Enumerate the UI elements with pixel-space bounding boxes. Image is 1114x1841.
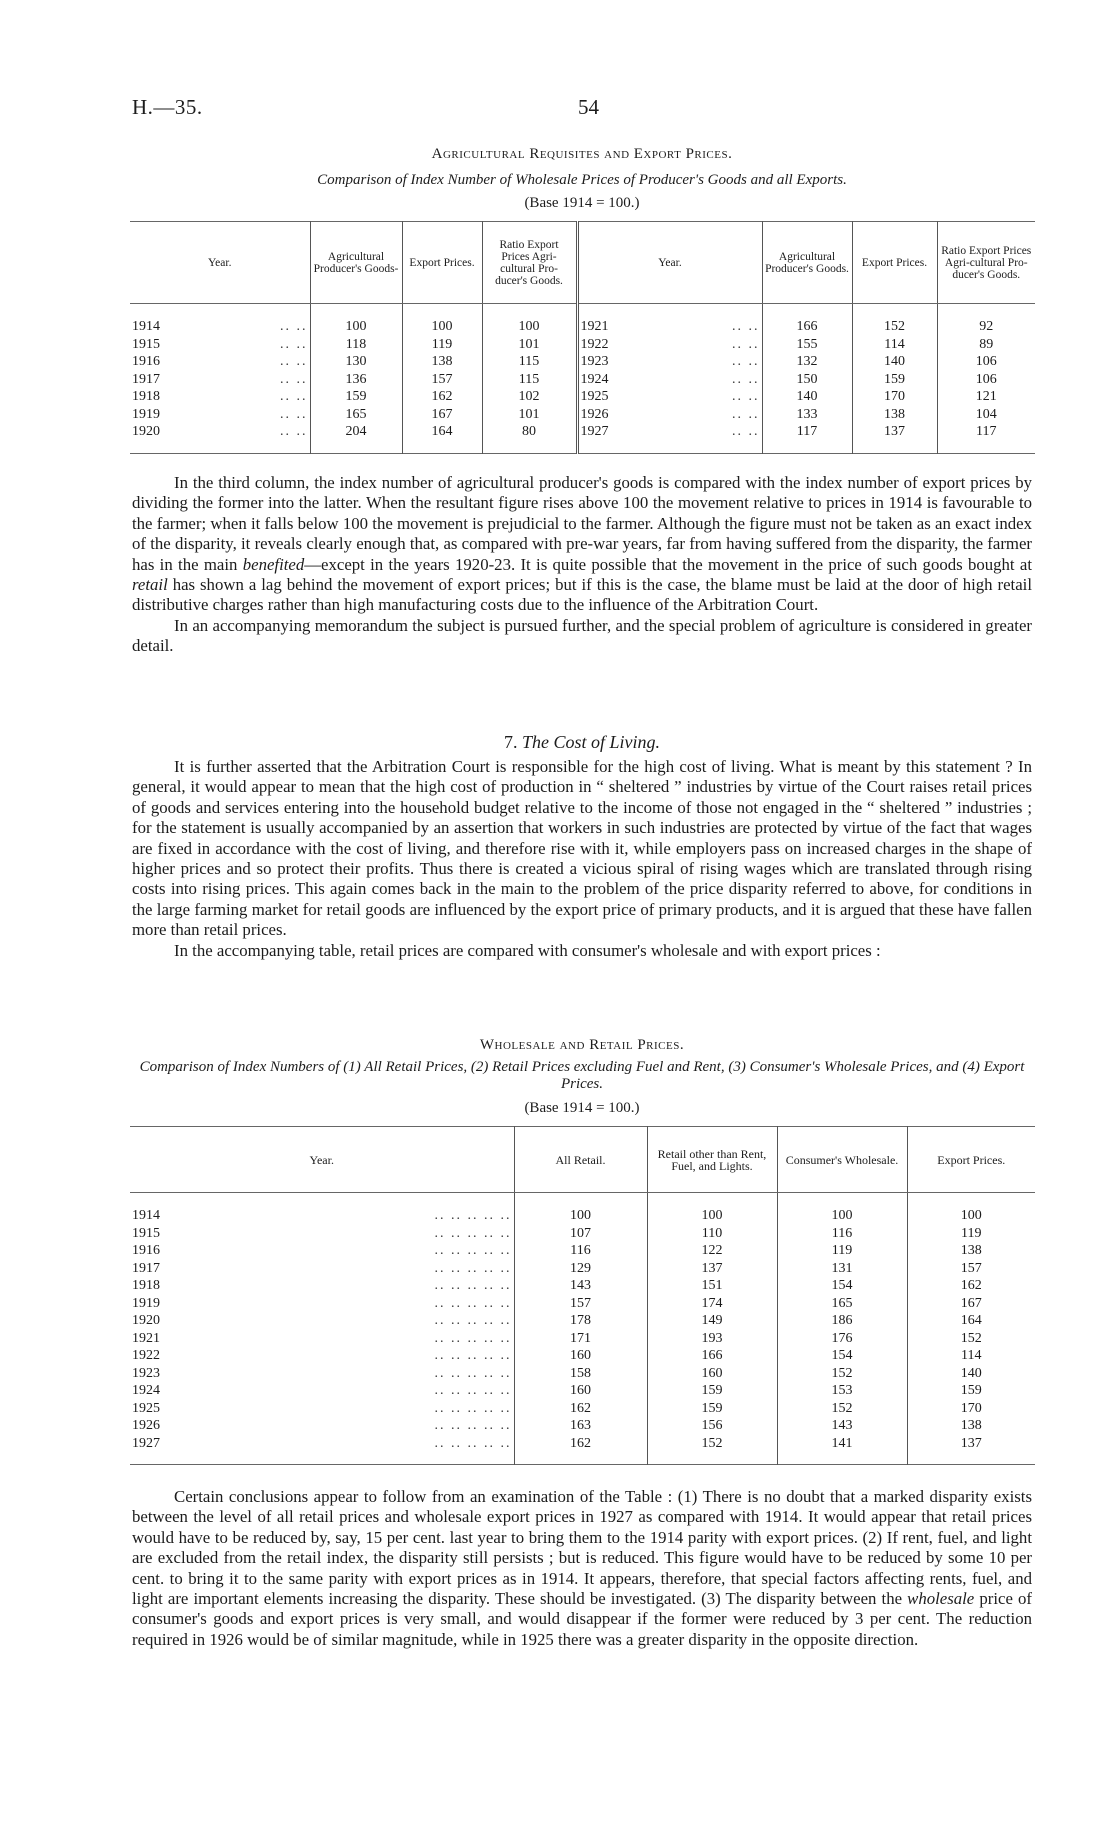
cell-consumers-wholesale: 153 xyxy=(777,1382,907,1400)
table-row xyxy=(130,388,1035,406)
col-ratio: Ratio Export Prices Agri-cultural Pro-ducer's Goods. xyxy=(482,222,577,304)
table-row xyxy=(130,371,1035,389)
table1-title: Agricultural Requisites and Export Prices. xyxy=(431,146,733,162)
cell-year: 1922 .. .. .. .. .. xyxy=(132,1348,512,1363)
cell-year: 1926 .. .. .. .. .. xyxy=(132,1418,512,1433)
col-export-prices: Export Prices. xyxy=(402,222,482,304)
cell-ratio: 106 xyxy=(937,353,1035,371)
cell-year: 1915 .. .. .. .. .. xyxy=(132,1225,512,1241)
cell-all-retail: 162 xyxy=(514,1435,647,1465)
cell-export: 157 xyxy=(402,371,482,389)
col-year: Year. xyxy=(130,222,310,304)
cell-year: 1919 .. .. .. .. .. xyxy=(132,1295,512,1311)
cell-export: 170 xyxy=(852,388,937,406)
table-row xyxy=(130,1277,1035,1295)
cell-export: 152 xyxy=(852,304,937,336)
cell-agri: 136 xyxy=(310,371,402,389)
cell-export: 164 xyxy=(402,423,482,453)
cell-agri: 130 xyxy=(310,353,402,371)
table-row xyxy=(130,1260,1035,1278)
table-row xyxy=(130,1295,1035,1313)
cell-export: 164 xyxy=(907,1312,1035,1330)
cell-agri: 118 xyxy=(310,336,402,354)
cell-all-retail: 160 xyxy=(514,1347,647,1365)
cell-year: 1921 .. .. .. .. .. xyxy=(132,1330,512,1346)
cell-retail-other: 137 xyxy=(647,1260,777,1278)
cell-export: 100 xyxy=(402,304,482,336)
cell-year: 1924 .. .. xyxy=(577,371,762,389)
cell-agri: 204 xyxy=(310,423,402,453)
cell-retail-other: 159 xyxy=(647,1382,777,1400)
cell-export: 114 xyxy=(852,336,937,354)
cell-agri: 117 xyxy=(762,423,852,453)
cell-export: 159 xyxy=(852,371,937,389)
cell-retail-other: 149 xyxy=(647,1312,777,1330)
table-row xyxy=(130,1417,1035,1435)
cell-year: 1916 .. .. .. .. .. xyxy=(132,1243,512,1258)
cell-year: 1923 .. .. xyxy=(577,353,762,371)
table-row xyxy=(130,336,1035,354)
col-all-retail: All Retail. xyxy=(514,1127,647,1193)
cell-agri: 140 xyxy=(762,388,852,406)
cell-export: 138 xyxy=(907,1242,1035,1260)
cell-export: 138 xyxy=(907,1417,1035,1435)
cell-year: 1915 .. .. xyxy=(132,336,308,352)
cell-agri: 165 xyxy=(310,406,402,424)
cell-all-retail: 100 xyxy=(514,1193,647,1225)
cell-year: 1914 .. .. xyxy=(132,319,308,334)
cell-consumers-wholesale: 165 xyxy=(777,1295,907,1313)
col-consumers-wholesale: Consumer's Wholesale. xyxy=(777,1127,907,1193)
cell-agri: 166 xyxy=(762,304,852,336)
cell-ratio: 89 xyxy=(937,336,1035,354)
cell-consumers-wholesale: 131 xyxy=(777,1260,907,1278)
cell-retail-other: 160 xyxy=(647,1365,777,1383)
cell-export: 140 xyxy=(852,353,937,371)
page-number: 54 xyxy=(578,95,599,119)
table-row xyxy=(130,1193,1035,1225)
cell-ratio: 121 xyxy=(937,388,1035,406)
cell-year: 1923 .. .. .. .. .. xyxy=(132,1365,512,1381)
cell-agri: 155 xyxy=(762,336,852,354)
table-row xyxy=(130,304,1035,336)
cell-consumers-wholesale: 116 xyxy=(777,1225,907,1243)
cell-year: 1921 .. .. xyxy=(577,304,762,336)
cell-ratio: 102 xyxy=(482,388,577,406)
cell-export: 162 xyxy=(907,1277,1035,1295)
cell-consumers-wholesale: 186 xyxy=(777,1312,907,1330)
table-row xyxy=(130,1400,1035,1418)
cell-export: 138 xyxy=(852,406,937,424)
col-year-right: Year. xyxy=(577,222,762,304)
cell-consumers-wholesale: 141 xyxy=(777,1435,907,1465)
table1-base: (Base 1914 = 100.) xyxy=(524,195,640,211)
cell-consumers-wholesale: 176 xyxy=(777,1330,907,1348)
cell-ratio: 106 xyxy=(937,371,1035,389)
cell-retail-other: 166 xyxy=(647,1347,777,1365)
col-agri-producers-goods-right: Agricultural Producer's Goods. xyxy=(762,222,852,304)
cell-ratio: 80 xyxy=(482,423,577,453)
agricultural-export-table xyxy=(130,221,1035,454)
cell-year: 1922 .. .. xyxy=(577,336,762,354)
cell-all-retail: 160 xyxy=(514,1382,647,1400)
cell-year: 1925 .. .. .. .. .. xyxy=(132,1400,512,1416)
cell-retail-other: 110 xyxy=(647,1225,777,1243)
table1-subtitle: Comparison of Index Number of Wholesale Prices of Producer's Goods and all Exports. xyxy=(317,172,847,188)
cell-ratio: 101 xyxy=(482,336,577,354)
cell-retail-other: 156 xyxy=(647,1417,777,1435)
table-row xyxy=(130,1225,1035,1243)
cell-consumers-wholesale: 152 xyxy=(777,1365,907,1383)
cell-retail-other: 152 xyxy=(647,1435,777,1465)
cell-all-retail: 171 xyxy=(514,1330,647,1348)
cell-year: 1920 .. .. xyxy=(132,424,308,439)
cell-ratio: 115 xyxy=(482,353,577,371)
table-row xyxy=(130,1312,1035,1330)
cell-consumers-wholesale: 119 xyxy=(777,1242,907,1260)
paragraph-memorandum: In an accompanying memorandum the subject is pursued further, and the special problem of agriculture is considered in greater detail. xyxy=(132,615,1032,656)
col-year: Year. xyxy=(130,1127,514,1193)
cell-export: 114 xyxy=(907,1347,1035,1365)
cell-agri: 159 xyxy=(310,388,402,406)
table-row xyxy=(130,353,1035,371)
section-heading-cost-of-living: 7. The Cost of Living. xyxy=(503,732,660,752)
table-row xyxy=(130,1347,1035,1365)
cell-consumers-wholesale: 100 xyxy=(777,1193,907,1225)
cell-year: 1917 .. .. xyxy=(132,371,308,387)
col-retail-other: Retail other than Rent, Fuel, and Lights. xyxy=(647,1127,777,1193)
cell-retail-other: 193 xyxy=(647,1330,777,1348)
cell-export: 137 xyxy=(907,1435,1035,1465)
col-export-prices: Export Prices. xyxy=(907,1127,1035,1193)
page-reference: H.—35. xyxy=(132,95,203,119)
cell-export: 170 xyxy=(907,1400,1035,1418)
cell-ratio: 115 xyxy=(482,371,577,389)
cell-year: 1924 .. .. .. .. .. xyxy=(132,1383,512,1398)
cell-consumers-wholesale: 152 xyxy=(777,1400,907,1418)
cell-all-retail: 116 xyxy=(514,1242,647,1260)
cell-export: 167 xyxy=(907,1295,1035,1313)
cell-ratio: 117 xyxy=(937,423,1035,453)
cell-all-retail: 178 xyxy=(514,1312,647,1330)
cell-year: 1916 .. .. xyxy=(132,354,308,369)
cell-export: 159 xyxy=(907,1382,1035,1400)
paragraph-conclusions: Certain conclusions appear to follow from an examination of the Table : (1) There is no doubt that a marked disparity exists between the level of all retail prices and wholesale export prices in 1927 as compared with 1914. It would appear that retail prices would have to be reduced by, say, 15 per cent. last year to bring them to the 1914 parity with export prices. (2) If rent, fuel, and light are excluded from the retail index, the disparity still persists ; but is reduced. This figure would have to be reduced by some 10 per cent. to bring it to the same parity with export prices as in 1914. It appears, therefore, that special factors affecting rents, fuel, and light are important elements increasing the disparity. These should be investigated. (3) The disparity between the wholesale price of consumer's goods and export prices is very small, and would disappear if the former were reduced by 3 per cent. The reduction required in 1926 would be of similar magnitude, while in 1925 there was a greater disparity in the opposite direction. xyxy=(132,1487,1032,1649)
cell-agri: 132 xyxy=(762,353,852,371)
cell-consumers-wholesale: 143 xyxy=(777,1417,907,1435)
table-row xyxy=(130,1242,1035,1260)
cell-all-retail: 157 xyxy=(514,1295,647,1313)
cell-export: 157 xyxy=(907,1260,1035,1278)
cell-consumers-wholesale: 154 xyxy=(777,1347,907,1365)
table-row xyxy=(130,1382,1035,1400)
cell-export: 138 xyxy=(402,353,482,371)
table-row xyxy=(130,1330,1035,1348)
cell-export: 162 xyxy=(402,388,482,406)
cell-ratio: 100 xyxy=(482,304,577,336)
cell-year: 1927 .. .. .. .. .. xyxy=(132,1435,512,1451)
wholesale-retail-table xyxy=(130,1126,1035,1465)
cell-export: 100 xyxy=(907,1193,1035,1225)
cell-all-retail: 129 xyxy=(514,1260,647,1278)
cell-agri: 133 xyxy=(762,406,852,424)
table-row xyxy=(130,423,1035,453)
paragraph-cost-of-living: It is further asserted that the Arbitration Court is responsible for the high cost of living. What is meant by this statement ? In general, it would appear to mean that the high cost of production in “ sheltered ” industries by virtue of the Court raises retail prices of goods and services entering into the household budget relative to the income of those not engaged in the “ sheltered ” industries ; for the statement is usually accompanied by an assertion that workers in such industries are protected by virtue of the fact that wages are fixed in accordance with the cost of living, and therefore rise with it, while employers pass on increased charges in the shape of higher prices and so protect their profits. Thus there is created a vicious spiral of rising wages which are translated through rising costs into rising prices. This again comes back in the main to the problem of the price disparity referred to above, for conditions in the large farming market for retail goods are influenced by the export price of primary products, and it is argued that these have fallen more than retail prices. xyxy=(132,757,1032,940)
table-row xyxy=(130,1365,1035,1383)
cell-export: 152 xyxy=(907,1330,1035,1348)
paragraph-ratio-explanation: In the third column, the index number of agricultural producer's goods is compared with the index number of export prices by dividing the former into the latter. When the resultant figure rises above 100 the movement relative to prices in 1914 is favourable to the farmer; when it falls below 100 the movement is prejudicial to the farmer. Although the figure must not be taken as an exact index of the disparity, it reveals clearly enough that, as compared with pre-war years, far from having suffered from the disparity, the farmer has in the main benefited—except in the years 1920-23. It is quite possible that the movement in the price of such goods bought at retail has shown a lag behind the movement of export prices; but if this is the case, the blame must be laid at the door of high retail distributive charges rather than high manufacturing costs due to the influence of the Arbitration Court. xyxy=(132,473,1032,615)
cell-retail-other: 174 xyxy=(647,1295,777,1313)
cell-all-retail: 107 xyxy=(514,1225,647,1243)
col-export-prices-right: Export Prices. xyxy=(852,222,937,304)
cell-year: 1925 .. .. xyxy=(577,388,762,406)
cell-all-retail: 143 xyxy=(514,1277,647,1295)
cell-year: 1914 .. .. .. .. .. xyxy=(132,1208,512,1223)
cell-year: 1926 .. .. xyxy=(577,406,762,424)
cell-year: 1918 .. .. xyxy=(132,389,308,404)
cell-year: 1918 .. .. .. .. .. xyxy=(132,1278,512,1293)
cell-export: 119 xyxy=(907,1225,1035,1243)
cell-year: 1920 .. .. .. .. .. xyxy=(132,1313,512,1328)
col-agri-producers-goods: Agricultural Producer's Goods- xyxy=(310,222,402,304)
cell-export: 137 xyxy=(852,423,937,453)
cell-retail-other: 122 xyxy=(647,1242,777,1260)
cell-all-retail: 163 xyxy=(514,1417,647,1435)
cell-consumers-wholesale: 154 xyxy=(777,1277,907,1295)
cell-year: 1919 .. .. xyxy=(132,406,308,422)
table2-base: (Base 1914 = 100.) xyxy=(524,1100,640,1116)
cell-agri: 150 xyxy=(762,371,852,389)
cell-retail-other: 151 xyxy=(647,1277,777,1295)
table-row xyxy=(130,1435,1035,1465)
table2-subtitle: Comparison of Index Numbers of (1) All Retail Prices, (2) Retail Prices excluding Fuel and Rent, (3) Consumer's Wholesale Prices, and (4) Export Prices. xyxy=(139,1059,1025,1092)
cell-export: 167 xyxy=(402,406,482,424)
cell-all-retail: 162 xyxy=(514,1400,647,1418)
cell-retail-other: 159 xyxy=(647,1400,777,1418)
cell-agri: 100 xyxy=(310,304,402,336)
cell-export: 119 xyxy=(402,336,482,354)
cell-year: 1927 .. .. xyxy=(577,423,762,453)
col-ratio-right: Ratio Export Prices Agri-cultural Pro-ducer's Goods. xyxy=(937,222,1035,304)
cell-ratio: 104 xyxy=(937,406,1035,424)
cell-export: 140 xyxy=(907,1365,1035,1383)
cell-retail-other: 100 xyxy=(647,1193,777,1225)
cell-all-retail: 158 xyxy=(514,1365,647,1383)
paragraph-table-intro: In the accompanying table, retail prices are compared with consumer's wholesale and with export prices : xyxy=(174,940,881,960)
table2-title: Wholesale and Retail Prices. xyxy=(479,1037,685,1053)
cell-ratio: 101 xyxy=(482,406,577,424)
cell-year: 1917 .. .. .. .. .. xyxy=(132,1260,512,1276)
cell-ratio: 92 xyxy=(937,304,1035,336)
table-row xyxy=(130,406,1035,424)
